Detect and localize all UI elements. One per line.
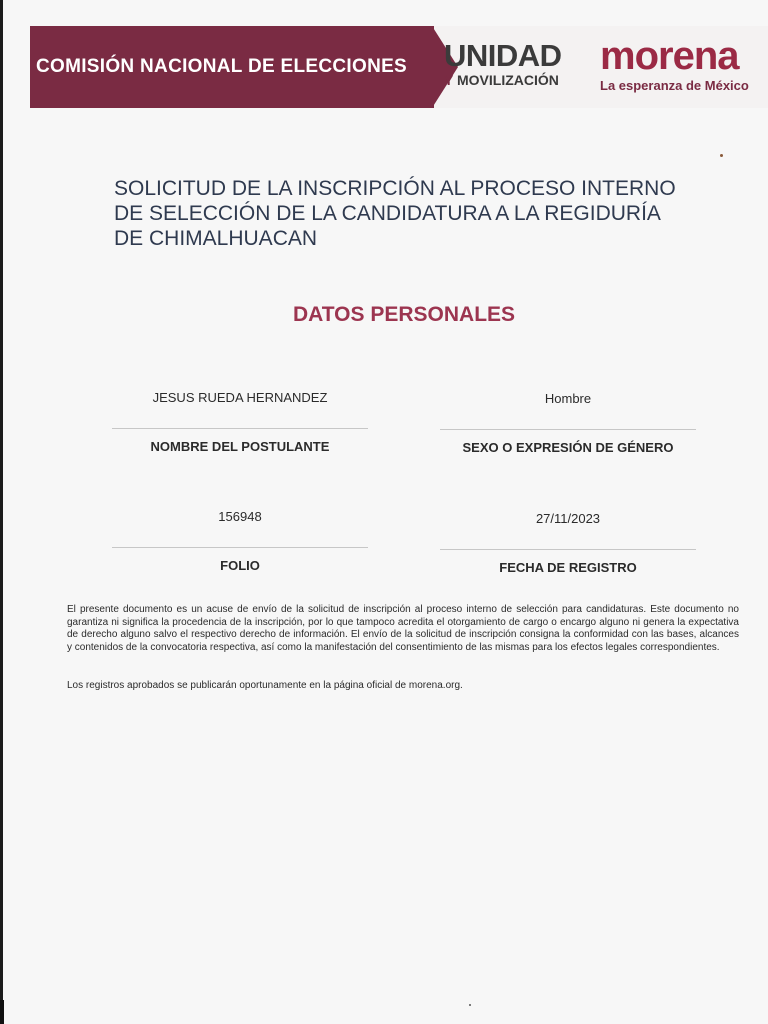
scan-edge-bottom [0,1000,4,1024]
morena-logo [600,36,768,93]
gender-underline [440,429,696,430]
date-label: FECHA DE REGISTRO [499,560,637,575]
date-underline [440,549,696,550]
scan-edge [0,0,3,1024]
folio-label: FOLIO [220,558,260,573]
scan-speck [720,154,723,157]
field-date [440,511,696,575]
scan-speck [469,1004,471,1006]
field-name [112,390,368,454]
gender-value: Hombre [544,391,592,406]
publication-note: Los registros aprobados se publicarán oportunamente en la página oficial de morena.org. [67,680,463,691]
folio-value: 156948 [218,509,262,524]
date-value: 27/11/2023 [535,511,601,526]
name-underline [112,428,368,429]
header-banner [30,26,768,108]
name-label: NOMBRE DEL POSTULANTE [150,439,330,454]
movilizacion-y: Y [444,72,457,88]
folio-underline [112,547,368,548]
morena-word: morena [600,34,739,78]
section-title: DATOS PERSONALES [292,303,516,326]
unidad-movilizacion-logo [444,40,584,87]
movilizacion-word: MOVILIZACIÓN [456,72,559,88]
field-folio [112,509,368,573]
document-title: SOLICITUD DE LA INSCRIPCIÓN AL PROCESO INTERNO DE SELECCIÓN DE LA CANDIDATURA A LA REGIDURÍA DE CHIMALHUACAN [114,177,676,250]
field-gender [440,391,696,455]
commission-title: COMISIÓN NACIONAL DE ELECCIONES [36,56,408,77]
morena-tagline: La esperanza de México [600,78,749,93]
disclaimer-text: El presente documento es un acuse de envío de la solicitud de inscripción al proceso interno de selección para candidaturas. Este documento no garantiza ni significa la procedencia de la inscripción, por lo que tampoco acredita el otorgamiento de cargo o encargo alguno ni genera la expectativa de derecho alguno salvo el respectivo derecho de información. El envío de la solicitud de inscripción consigna la conformidad con las bases, alcances y contenidos de la convocatoria respectiva, así como la manifestación del consentimiento de las mismas para los efectos legales correspondientes. [67,604,739,653]
name-value: JESUS RUEDA HERNANDEZ [152,390,328,405]
gender-label: SEXO O EXPRESIÓN DE GÉNERO [462,440,674,455]
movilizacion-line [444,73,584,87]
unidad-word: UNIDAD [444,38,562,73]
